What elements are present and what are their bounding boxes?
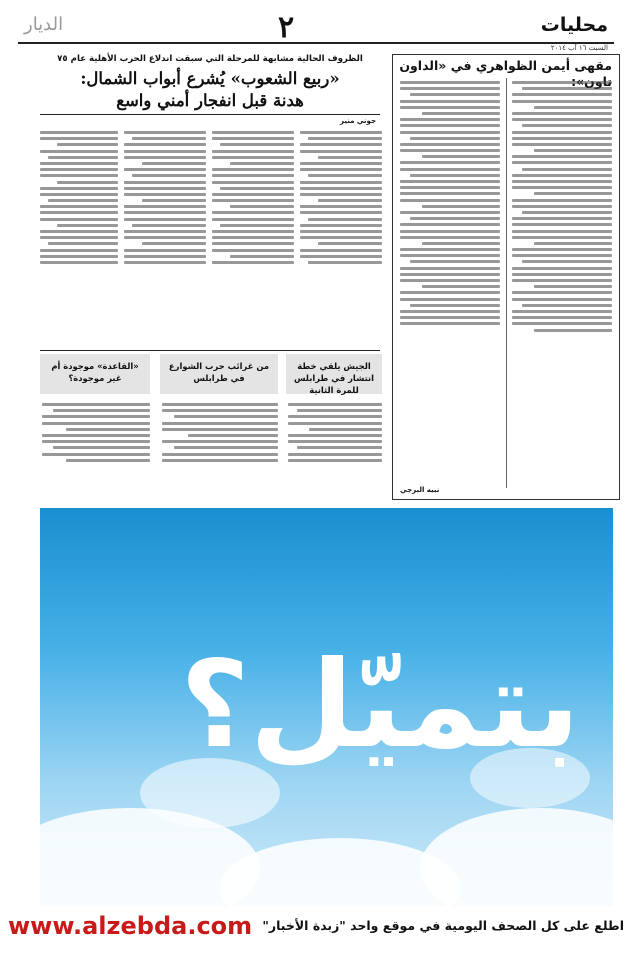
newspaper-logo: الديار <box>24 14 64 35</box>
advertisement[interactable] <box>40 508 613 906</box>
story-3-title: «القاعدة» موجودة أم غير موجودة؟ <box>51 361 139 383</box>
right-column-title: مقهى أيمن الظواهري في «الداون <box>399 58 612 73</box>
issue-date: السبت ١٦ آب ٢٠١٤ <box>550 44 608 52</box>
cloud-shape <box>420 808 613 906</box>
ad-slogan: بتميّل؟ <box>180 636 581 775</box>
story-separator <box>40 350 380 351</box>
section-title: محليات <box>540 14 608 36</box>
column-divider <box>506 78 507 488</box>
top-story-col-3 <box>124 128 206 346</box>
page-number: ٢ <box>278 10 295 45</box>
top-story-col-1 <box>300 128 382 346</box>
footer-site-link[interactable]: www.alzebda.com <box>8 912 253 940</box>
page-header <box>18 12 614 44</box>
story-3-text <box>42 400 150 496</box>
story-1-title: الجيش يلقي خطة انتشار في طرابلس للمرة الثانية <box>293 361 375 395</box>
story-2-title: من غرائب حرب الشوارع في طرابلس <box>168 361 270 383</box>
top-story-col-4 <box>40 128 118 346</box>
headline-rule <box>40 114 380 115</box>
top-story-headline-1: «ربيع الشعوب» يُشرع أبواب الشمال: <box>80 69 340 88</box>
story-2-text <box>162 400 278 496</box>
story-1-text <box>288 400 382 496</box>
right-column-text-b <box>400 78 500 488</box>
right-column-byline: نبيه البرجي <box>400 486 440 494</box>
top-story-col-2 <box>212 128 294 346</box>
top-story-kicker: الظروف الحالية مشابهة للمرحلة التي سبقت اندلاع الحرب الأهلية عام ٧٥ <box>57 54 363 64</box>
footer-banner[interactable] <box>0 906 632 965</box>
top-story-byline: جوني منير <box>340 117 376 125</box>
footer-promo-text: اطلع على كل الصحف اليومية في موقع واحد "زبدة الأخبار" <box>262 918 624 933</box>
top-story-headline-2: هدنة قبل انفجار أمني واسع <box>116 91 304 110</box>
right-column-text-a <box>512 78 612 488</box>
